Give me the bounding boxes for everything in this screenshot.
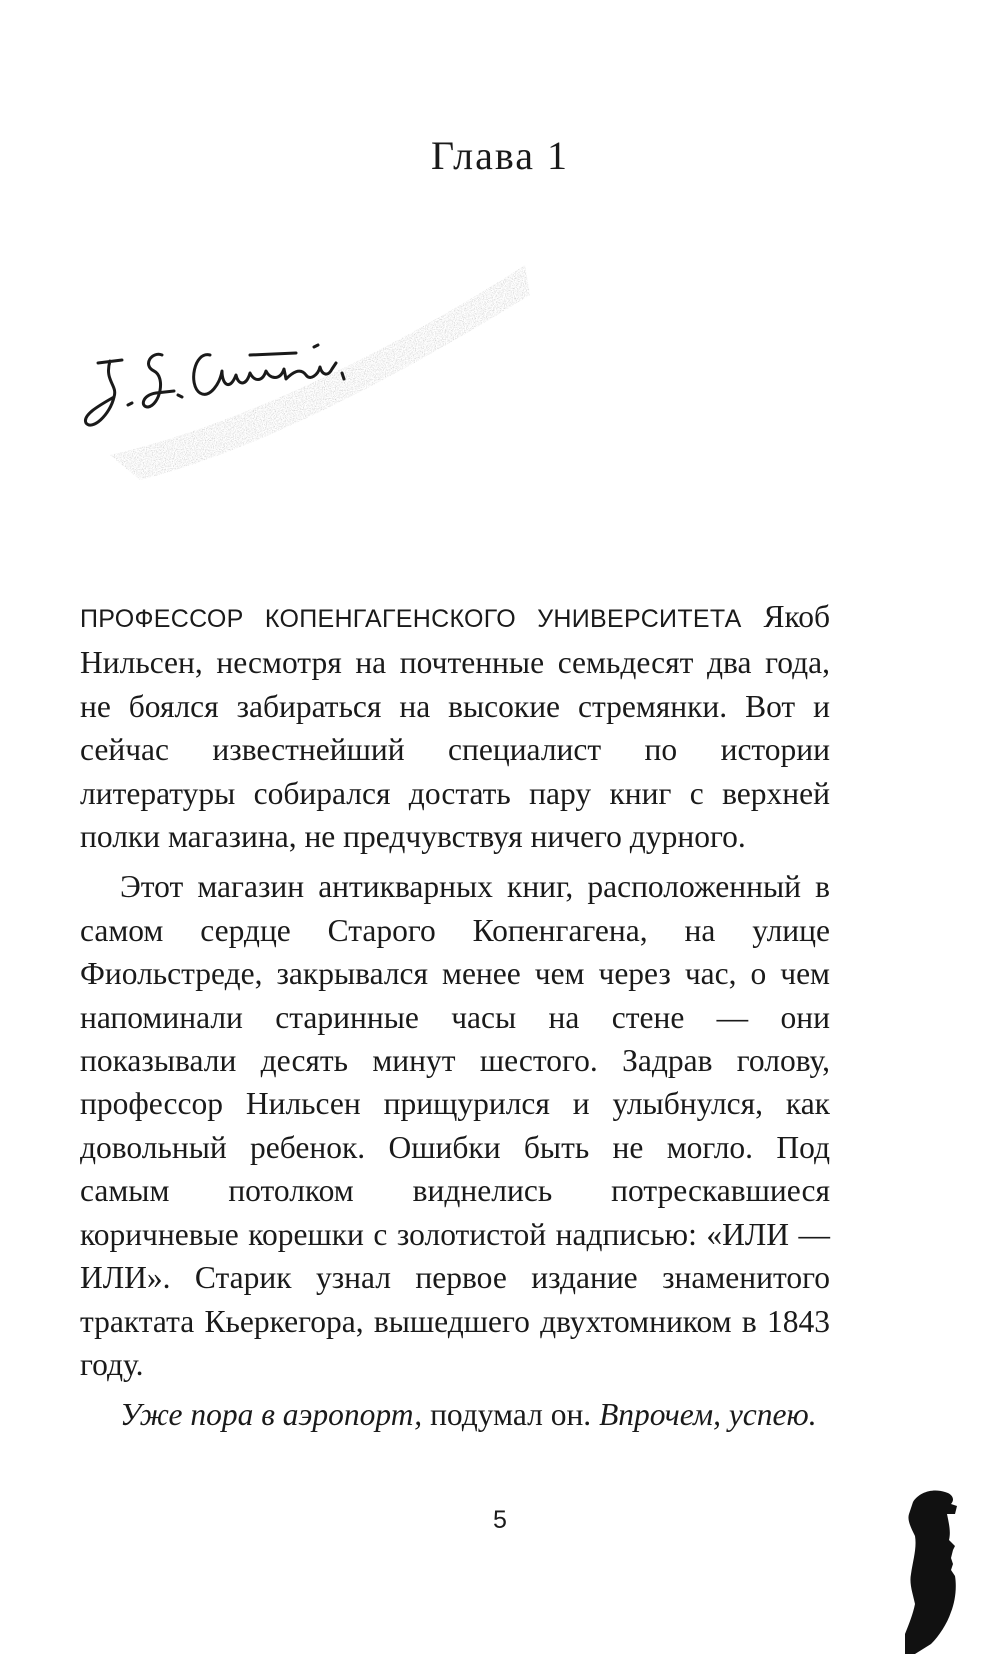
- chapter-text: [80, 595, 830, 1437]
- page-number: 5: [493, 1506, 507, 1534]
- paragraph-3: [80, 1393, 830, 1436]
- paragraph-3-thought-1: Уже пора в аэропорт,: [120, 1397, 423, 1433]
- paragraph-3-thought-2: Впрочем, успею.: [599, 1397, 817, 1433]
- paragraph-1-text: Якоб Нильсен, несмотря на почтенные семьдесят два года, не боялся забираться на высокие стремянки. Вот и сейчас известнейший специалист по истории литературы собирался достать пару книг с верхней полки магазина, не предчувствуя ничего дурного.: [80, 599, 830, 855]
- paragraph-3-text: подумал он.: [422, 1397, 600, 1433]
- silhouette-icon: [905, 1484, 963, 1654]
- paragraph-1: [80, 595, 830, 858]
- paragraph-1-lead: ПРОФЕССОР КОПЕНГАГЕНСКОГО УНИВЕРСИТЕТА: [80, 605, 742, 633]
- signature-image: [70, 255, 530, 485]
- chapter-title: Глава 1: [431, 133, 569, 178]
- paragraph-2: Этот магазин антикварных книг, расположенный в самом сердце Старого Копенгагена, на улице Фиольстреде, закрывался менее чем через час, о чем напоминали старинные часы на стене — они показывали десять минут шестого. Задрав голову, профессор Нильсен прищурился и улыбнулся, как довольный ребенок. Ошибки быть не могло. Под самым потолком виднелись потрескавшиеся коричневые корешки с золотистой надписью: «ИЛИ — ИЛИ». Старик узнал первое издание знаменитого трактата Кьеркегора, вышедшего двухтомником в 1843 году.: [80, 869, 830, 1382]
